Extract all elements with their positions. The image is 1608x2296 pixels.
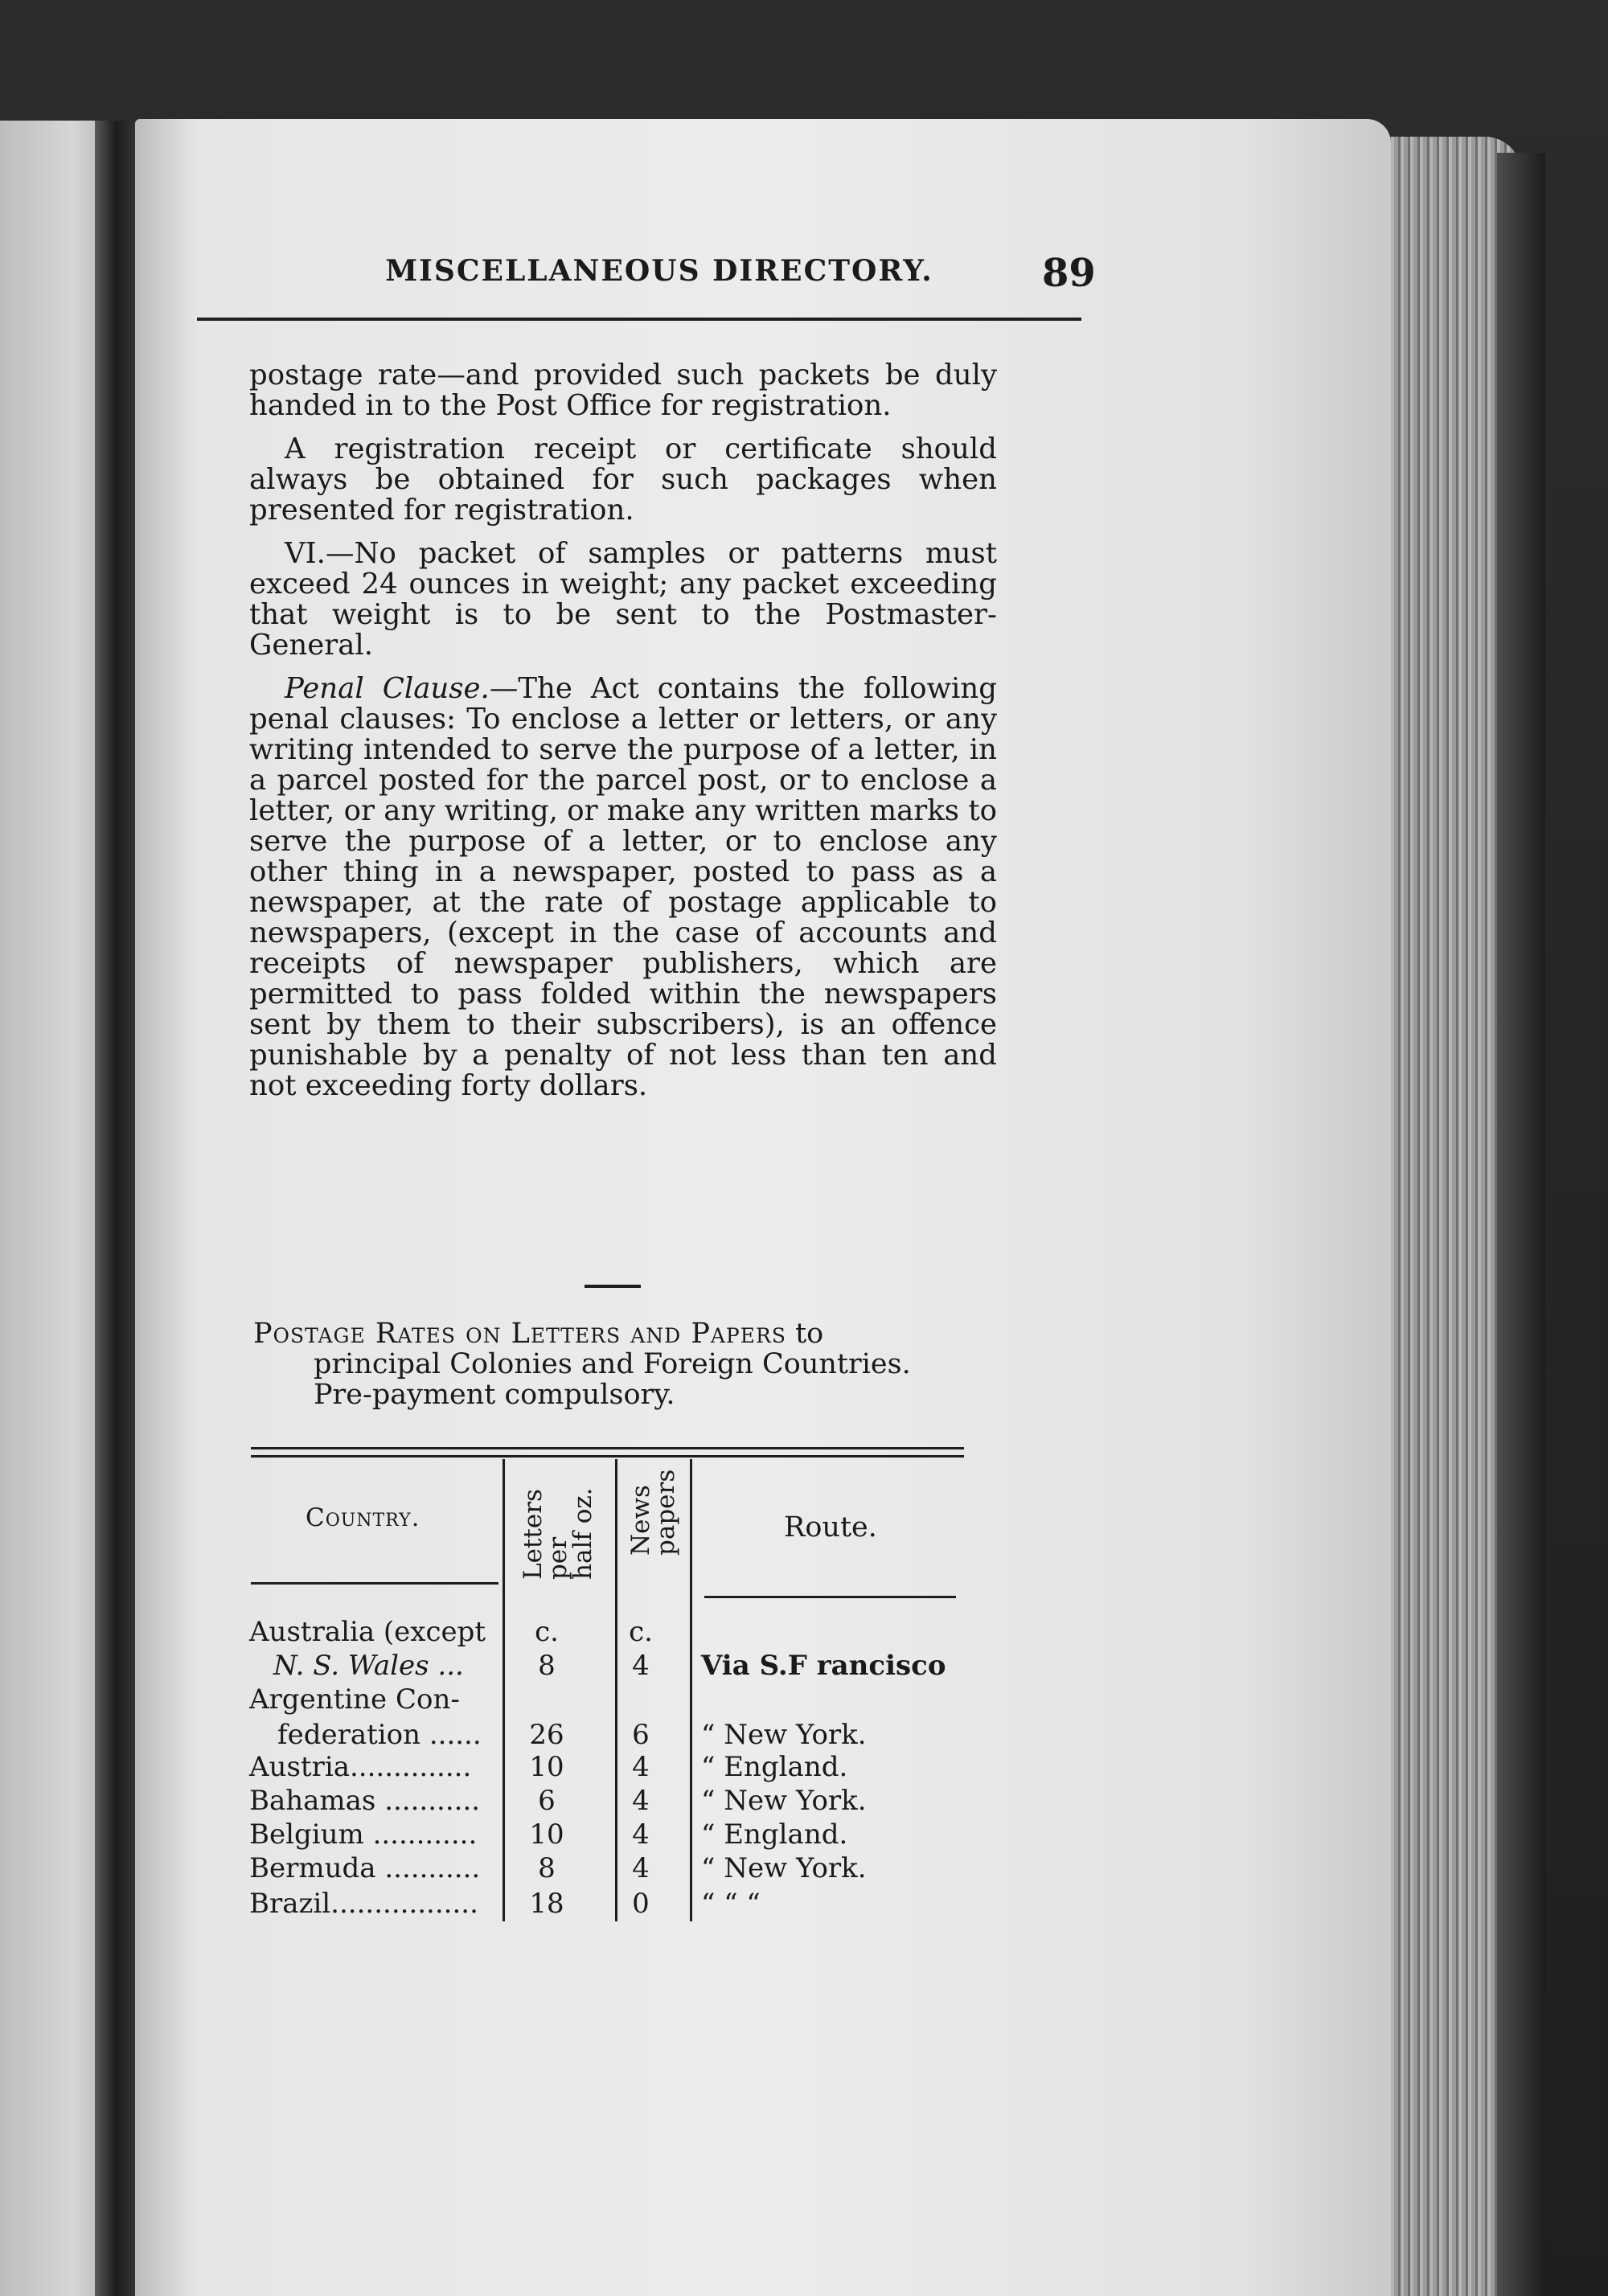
- table-row: [241, 1852, 981, 1884]
- table-title-caps: Postage Rates on Letters and Papers: [253, 1318, 786, 1350]
- cell-route: “ England.: [701, 1751, 848, 1783]
- cell-newspapers: 4: [632, 1785, 650, 1817]
- cell-newspapers: 6: [632, 1719, 650, 1751]
- cell-country: N. S. Wales ...: [273, 1650, 464, 1682]
- column-header-country: Country.: [306, 1503, 420, 1532]
- book-cover-edge: [1497, 153, 1545, 2296]
- paragraph-registration: postage rate—and provided such packets be duly handed in to the Post Office for registration.: [249, 359, 997, 422]
- cell-route: “ New York.: [701, 1785, 867, 1817]
- table-top-rule: [251, 1447, 964, 1449]
- column-header-newspapers: News papers: [626, 1469, 680, 1556]
- cell-country: Bahamas ...........: [249, 1785, 481, 1817]
- cell-country: Belgium ............: [249, 1818, 478, 1851]
- table-row: [241, 1650, 981, 1682]
- cell-country: Bermuda ...........: [249, 1852, 481, 1884]
- table-title-line2: principal Colonies and Foreign Countries.: [314, 1348, 911, 1380]
- section-divider: [585, 1285, 641, 1288]
- body-text: [249, 360, 997, 1114]
- cell-letters: 10: [529, 1751, 564, 1783]
- cell-letters: 8: [538, 1852, 556, 1884]
- cell-letters: c.: [535, 1616, 559, 1648]
- cell-country: Austria..............: [249, 1751, 472, 1783]
- header-underline-route: [704, 1596, 956, 1598]
- cell-letters: 18: [529, 1888, 564, 1920]
- table-row: [241, 1683, 981, 1716]
- table-title: [253, 1318, 977, 1410]
- table-row: [241, 1719, 981, 1751]
- header-underline-country: [251, 1582, 498, 1585]
- cell-newspapers: c.: [629, 1616, 653, 1648]
- cell-newspapers: 4: [632, 1818, 650, 1851]
- penal-clause-lead: Penal Clause.: [285, 672, 490, 705]
- cell-newspapers: 4: [632, 1650, 650, 1682]
- cell-route: “ “ “: [701, 1888, 761, 1920]
- cell-letters: 6: [538, 1785, 556, 1817]
- cell-country: Brazil.................: [249, 1888, 478, 1920]
- paragraph-rule-vi: VI.—No packet of samples or patterns must exceed 24 ounces in weight; any packet exceeding that weight is to be sent to the Postmaster-General.: [249, 537, 997, 662]
- cell-country: Argentine Con-: [249, 1683, 460, 1716]
- table-row: [241, 1751, 981, 1783]
- header-rule: [197, 318, 1081, 321]
- cell-letters: 10: [529, 1818, 564, 1851]
- paragraph-receipt: A registration receipt or certificate should always be obtained for such packages when presented for registration.: [249, 433, 997, 527]
- table-top-rule-double: [251, 1455, 964, 1458]
- cell-country: Australia (except: [249, 1616, 486, 1648]
- cell-letters: 8: [538, 1650, 556, 1682]
- cell-route: Via S.F rancisco: [701, 1650, 946, 1682]
- penal-clause-text: —The Act contains the following penal clauses: To enclose a letter or letters, or any writing intended to serve the purpose of a letter, in a parcel posted for the parcel post, or to enclose a letter, or any writing, or make any written marks to serve the purpose of a letter, or to enclose any other thing in a newspaper, posted to pass as a newspaper, at the rate of postage applicable to newspapers, (except in the case of accounts and receipts of newspaper publishers, which are permitted to pass folded within the newspapers sent by them to their subscribers), is an offence punishable by a penalty of not less than ten and not exceeding forty dollars.: [249, 672, 997, 1102]
- table-row: [241, 1616, 981, 1648]
- table-row: [241, 1785, 981, 1817]
- cell-route: “ New York.: [701, 1719, 867, 1751]
- table-title-to: to: [786, 1318, 824, 1350]
- table-row: [241, 1888, 981, 1920]
- table-row: [241, 1818, 981, 1851]
- cell-newspapers: 4: [632, 1751, 650, 1783]
- column-header-letters: Letters per half oz.: [519, 1487, 597, 1580]
- paragraph-penal-clause: [249, 674, 997, 1101]
- column-header-route: Route.: [784, 1511, 877, 1544]
- running-header: MISCELLANEOUS DIRECTORY.: [385, 254, 933, 288]
- cell-country: federation ......: [277, 1719, 482, 1751]
- cell-newspapers: 4: [632, 1852, 650, 1884]
- cell-newspapers: 0: [632, 1888, 650, 1920]
- page-number: 89: [1042, 251, 1096, 296]
- table-title-line3: Pre-payment compulsory.: [314, 1379, 675, 1411]
- cell-letters: 26: [529, 1719, 564, 1751]
- cell-route: “ England.: [701, 1818, 848, 1851]
- cell-route: “ New York.: [701, 1852, 867, 1884]
